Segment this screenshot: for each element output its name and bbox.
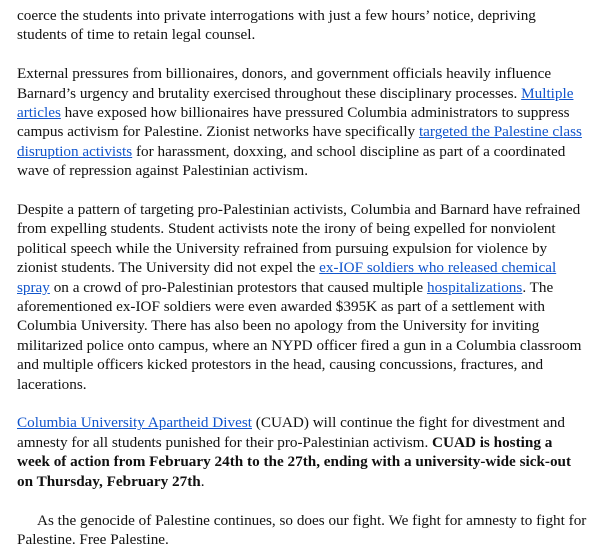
week-of-action-announcement: CUAD is hosting a week of action from February 24th to the 27th, ending with a university-wide sick-out on Thursday, February 27th [17, 434, 571, 490]
paragraph-closing [17, 511, 588, 549]
text: Despite a pattern of targeting pro-Palestinian activists, Columbia and Barnard have refrained from expelling students. Student activists note the irony of being expelled for nonviolent political speech while the University refrained from pursuing expulsion for violence by zionist students. The University did not expel the [17, 201, 580, 276]
paragraph-pattern-of-targeting [17, 200, 588, 394]
text: have exposed how billionaires have pressured Columbia administrators to suppress campus activism for Palestine. Zionist networks have specifically [17, 104, 570, 140]
link-targeted-activists[interactable]: targeted the Palestine class disruption activists [17, 123, 582, 159]
link-cuad[interactable]: Columbia University Apartheid Divest [17, 414, 252, 431]
link-ex-iof-soldiers[interactable]: ex-IOF soldiers who released chemical spray [17, 259, 556, 295]
link-hospitalizations[interactable]: hospitalizations [427, 279, 522, 296]
link-multiple[interactable]: Multiple [521, 85, 573, 102]
text: . The aforementioned ex-IOF soldiers were even awarded $395K as part of a settlement with Columbia University. There has also been no apology from the University for inviting militarized police onto campus, where an NYPD officer fired a gun in a Columbia classroom and multiple officers kicked protestors in the head, causing concussions, fractures, and lacerations. [17, 279, 581, 393]
text: As the genocide of Palestine continues, so does our fight. We fight for amnesty to fight for Palestine. Free Palestine. [17, 512, 586, 548]
paragraph-cuad [17, 413, 588, 491]
text: External pressures from billionaires, donors, and government officials heavily influence Barnard’s urgency and brutality exercised throughout these disciplinary processes. [17, 65, 551, 101]
text: (CUAD) will continue the fight for divestment and amnesty for all students punished for their pro-Palestinian activism. [17, 414, 565, 450]
text: for harassment, doxxing, and school discipline as part of a coordinated wave of repression against Palestinian activism. [17, 143, 565, 179]
link-articles[interactable]: articles [17, 104, 61, 121]
text: coerce the students into private interrogations with just a few hours’ notice, depriving students of time to retain legal counsel. [17, 7, 536, 43]
paragraph-external-pressures [17, 64, 588, 180]
paragraph-interrogations [17, 6, 588, 45]
text: . [201, 473, 205, 490]
text: on a crowd of pro-Palestinian protestors that caused multiple [50, 279, 427, 296]
